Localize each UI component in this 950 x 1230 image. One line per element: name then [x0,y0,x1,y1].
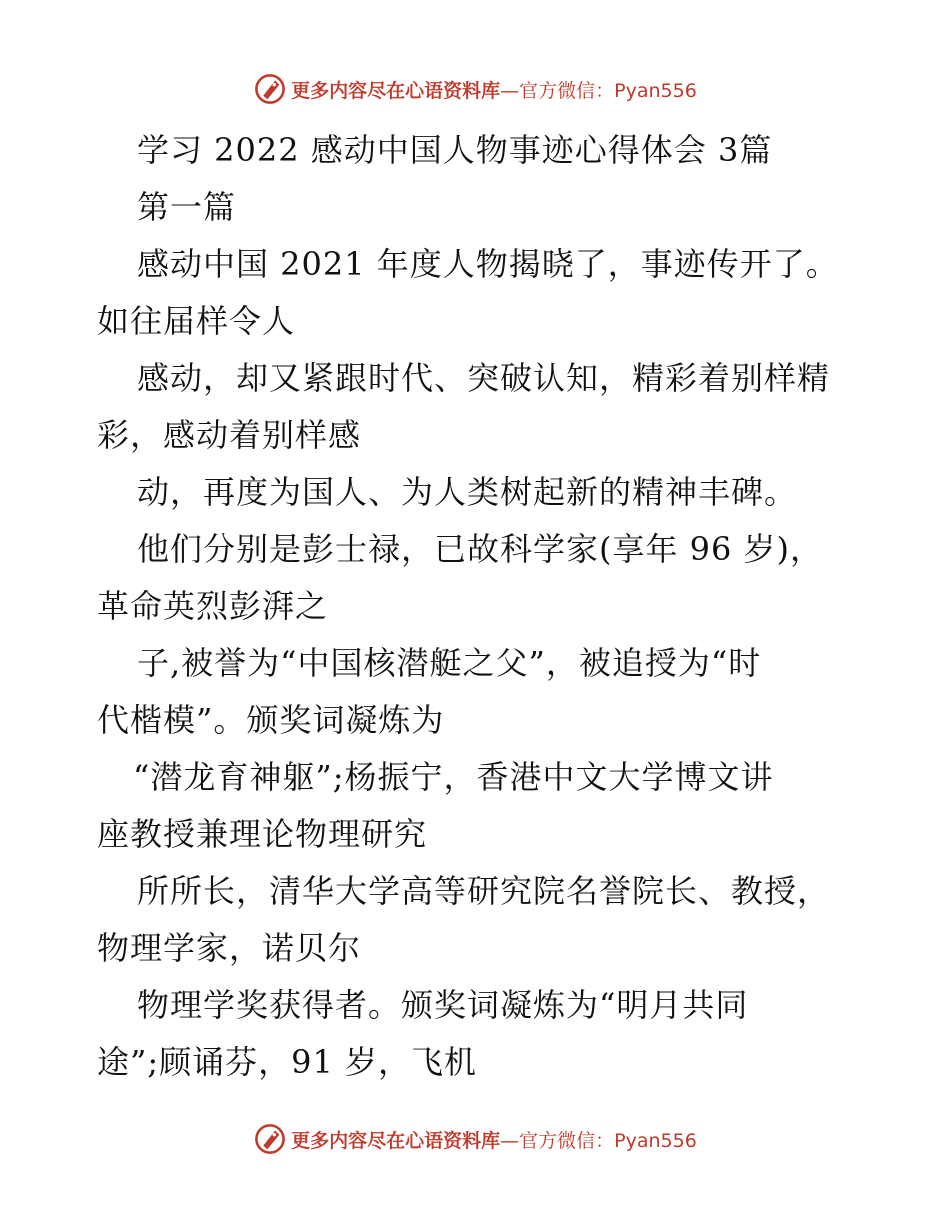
text-line: 动，再度为国人、为人类树起新的精神丰碑。 [137,473,798,511]
text-line: 感动，却又紧跟时代、突破认知，精彩着别样精 [137,359,831,397]
header-watermark-banner [0,72,950,106]
pen-nib-logo-icon [253,72,287,106]
text-line: “潜龙育神躯”;杨振宁，香港中文大学博文讲 [133,758,774,796]
banner-main-text: 更多内容尽在心语资料库 [291,79,501,102]
text-line: 物理学奖获得者。颁奖词凝炼为“明月共同 [137,986,749,1024]
pen-nib-logo-icon [253,1122,287,1156]
document-title: 学习 2022 感动中国人物事迹心得体会 3篇 [137,131,773,169]
banner-sub-text: —官方微信：Pyan556 [500,79,697,102]
text-line: 他们分别是彭士禄，已故科学家(享年 96 岁)， [137,530,824,568]
text-line: 感动中国 2021 年度人物揭晓了，事迹传开了。 [137,245,839,283]
banner-sub-text: —官方微信：Pyan556 [500,1129,697,1152]
text-line: 途”;顾诵芬，91 岁，飞机 [97,1043,478,1081]
text-line: 座教授兼理论物理研究 [97,815,428,853]
section-heading: 第一篇 [137,188,237,226]
text-line: 物理学家，诺贝尔 [97,929,362,967]
text-line: 如往届样令人 [97,302,296,340]
text-line: 彩，感动着别样感 [97,416,362,454]
text-line: 代楷模”。颁奖词凝炼为 [97,701,445,739]
footer-watermark-banner [0,1122,950,1156]
document-body [97,122,857,1091]
text-line: 革命英烈彭湃之 [97,587,329,625]
banner-main-text: 更多内容尽在心语资料库 [291,1129,501,1152]
text-line: 所所长，清华大学高等研究院名誉院长、教授， [137,872,831,910]
text-line: 子,被誉为“中国核潜艇之父”，被追授为“时 [137,644,762,682]
